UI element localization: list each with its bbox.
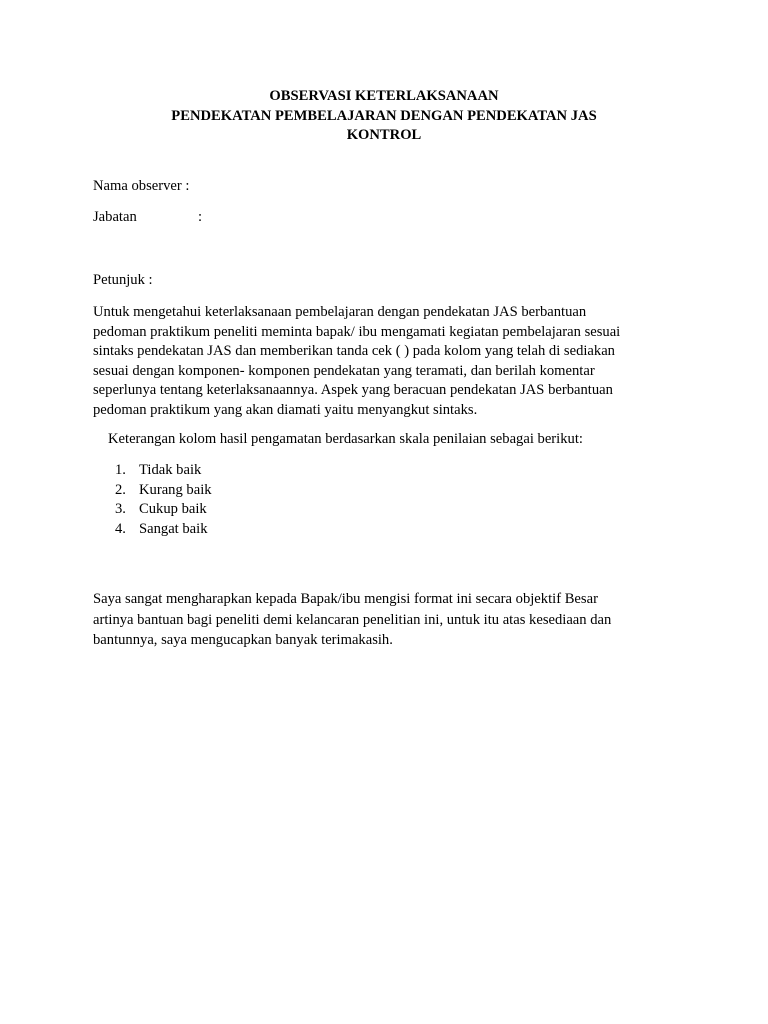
- closing-line: Saya sangat mengharapkan kepada Bapak/ibu mengisi format ini secara objektif Besar: [93, 591, 598, 607]
- petunjuk-label: Petunjuk :: [93, 272, 153, 288]
- list-item-number: 1.: [115, 462, 126, 478]
- list-item-number: 4.: [115, 520, 126, 537]
- instruction-line: seperlunya tentang keterlaksanaannya. Aspek yang beracuan pendekatan JAS berbantuan: [93, 382, 613, 398]
- title-line-2: PENDEKATAN PEMBELAJARAN DENGAN PENDEKATAN JAS: [171, 107, 597, 124]
- closing-paragraph: [93, 589, 668, 651]
- list-item-number: 2.: [115, 481, 126, 498]
- list-item-label: Sangat baik: [139, 520, 208, 537]
- instruction-line: pedoman praktikum peneliti meminta bapak/ ibu mengamati kegiatan pembelajaran sesuai: [93, 323, 621, 340]
- jabatan-label: Jabatan: [93, 209, 137, 225]
- document-title: [93, 87, 675, 146]
- list-item-label: Tidak baik: [139, 462, 202, 478]
- instruction-line: sesuai dengan komponen- komponen pendekatan yang teramati, dan berilah komentar: [93, 362, 595, 379]
- closing-line: artinya bantuan bagi peneliti demi kelancaran penelitian ini, untuk itu atas kesediaan dan: [93, 611, 612, 628]
- instruction-line: Untuk mengetahui keterlaksanaan pembelajaran dengan pendekatan JAS berbantuan: [93, 304, 587, 320]
- jabatan-field: [93, 208, 203, 227]
- jabatan-colon: :: [198, 209, 203, 225]
- observer-name-label: Nama observer :: [93, 178, 190, 194]
- list-item-number: 3.: [115, 501, 126, 517]
- observer-name-field: [93, 177, 189, 196]
- instruction-line: pedoman praktikum yang akan diamati yaitu menyangkut sintaks.: [93, 401, 478, 418]
- instruction-paragraph: [93, 303, 668, 420]
- list-item-label: Cukup baik: [139, 501, 207, 517]
- petunjuk-heading: [93, 271, 153, 290]
- list-item-label: Kurang baik: [139, 481, 212, 498]
- scale-intro-text: Keterangan kolom hasil pengamatan berdasarkan skala penilaian sebagai berikut:: [108, 431, 583, 447]
- instruction-line: sintaks pendekatan JAS dan memberikan tanda cek ( ) pada kolom yang telah di sediakan: [93, 343, 615, 359]
- title-line-1: OBSERVASI KETERLAKSANAAN: [269, 88, 499, 104]
- closing-line: bantunnya, saya mengucapkan banyak terimakasih.: [93, 632, 393, 648]
- title-line-3: KONTROL: [346, 127, 422, 143]
- scale-intro: [108, 430, 683, 450]
